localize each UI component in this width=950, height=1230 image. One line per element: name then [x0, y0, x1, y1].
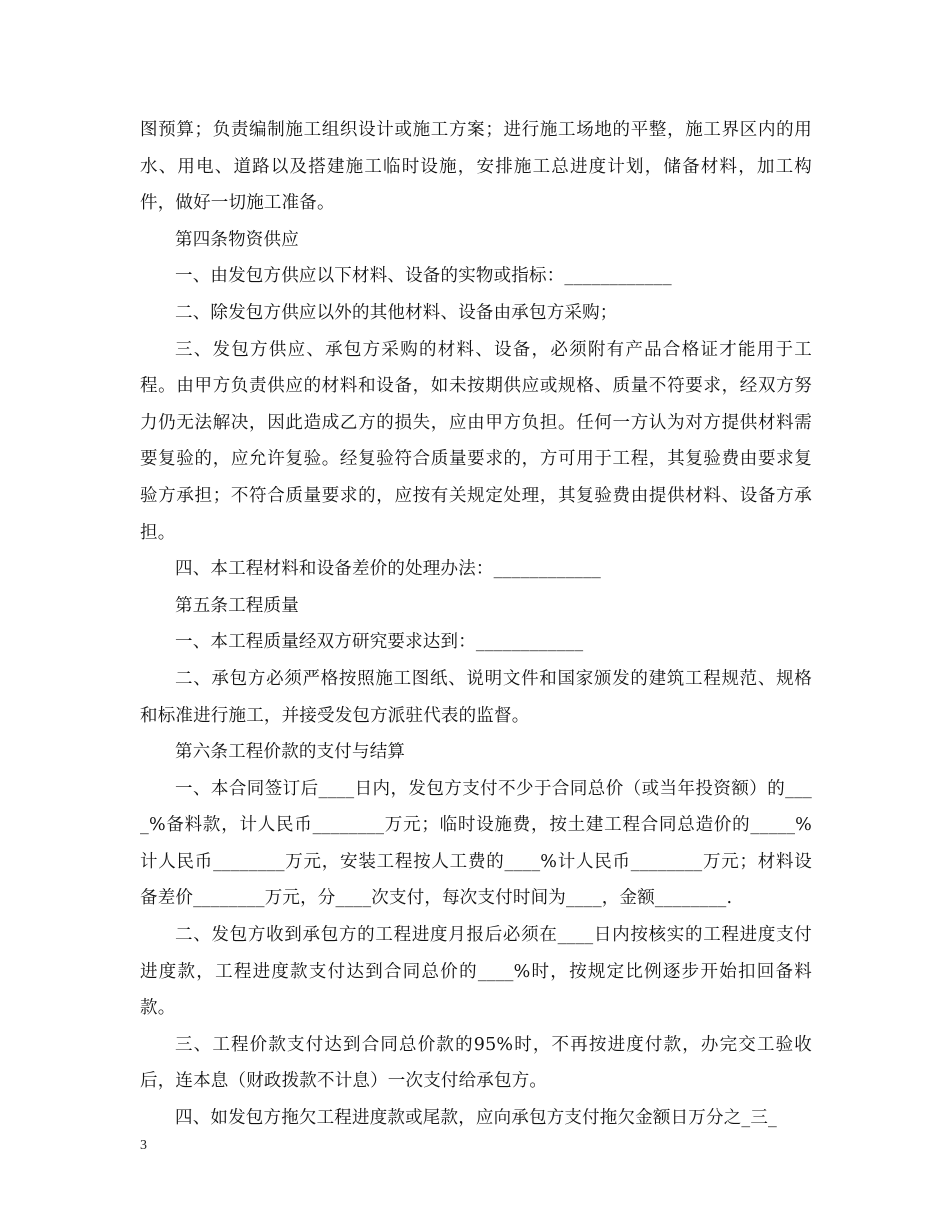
clause: 四、本工程材料和设备差价的处理办法：____________ [175, 559, 601, 580]
article-heading: 第四条物资供应 [175, 229, 299, 250]
clause: 二、除发包方供应以外的其他材料、设备由承包方采购； [175, 302, 618, 323]
clause: 一、本合同签订后____日内，发包方支付不少于合同总价（或当年投资额）的____%备料款，计人民币________万元；临时设施费，按土建工程合同总造价的_____%计人民币________万元，安装工程按人工费的____%计人民币________万元；材料设备差价________万元，分____次支付，每次支付时间为____，金额________. [140, 778, 812, 909]
article-heading: 第五条工程质量 [175, 595, 299, 616]
clause: 三、工程价款支付达到合同总价款的95%时，不再按进度付款，办完交工验收后，连本息（财政拨款不计息）一次支付给承包方。 [140, 1034, 812, 1092]
clause: 二、承包方必须严格按照施工图纸、说明文件和国家颁发的建筑工程规范、规格和标准进行施工，并接受发包方派驻代表的监督。 [140, 668, 812, 726]
article-heading: 第六条工程价款的支付与结算 [175, 742, 406, 763]
clause: 三、发包方供应、承包方采购的材料、设备，必须附有产品合格证才能用于工程。由甲方负责供应的材料和设备，如未按期供应或规格、质量不符要求，经双方努力仍无法解决，因此造成乙方的损失，应由甲方负担。任何一方认为对方提供材料需要复验的，应允许复验。经复验符合质量要求的，方可用于工程，其复验费由要求复验方承担；不符合质量要求的，应按有关规定处理，其复验费由提供材料、设备方承担。 [140, 339, 812, 543]
clause: 二、发包方收到承包方的工程进度月报后必须在____日内按核实的工程进度支付进度款，工程进度款支付达到合同总价的____%时，按规定比例逐步开始扣回备料款。 [140, 925, 812, 1019]
clause: 一、由发包方供应以下材料、设备的实物或指标：____________ [175, 266, 672, 287]
page-number: 3 [140, 1138, 147, 1153]
paragraph-continuation: 图预算；负责编制施工组织设计或施工方案；进行施工场地的平整，施工界区内的用水、用电、道路以及搭建施工临时设施，安排施工总进度计划，储备材料，加工构件，做好一切施工准备。 [140, 120, 812, 214]
document-body [140, 112, 812, 1137]
clause: 一、本工程质量经双方研究要求达到：____________ [175, 632, 584, 653]
clause: 四、如发包方拖欠工程进度款或尾款，应向承包方支付拖欠金额日万分之_三_ [175, 1108, 777, 1129]
